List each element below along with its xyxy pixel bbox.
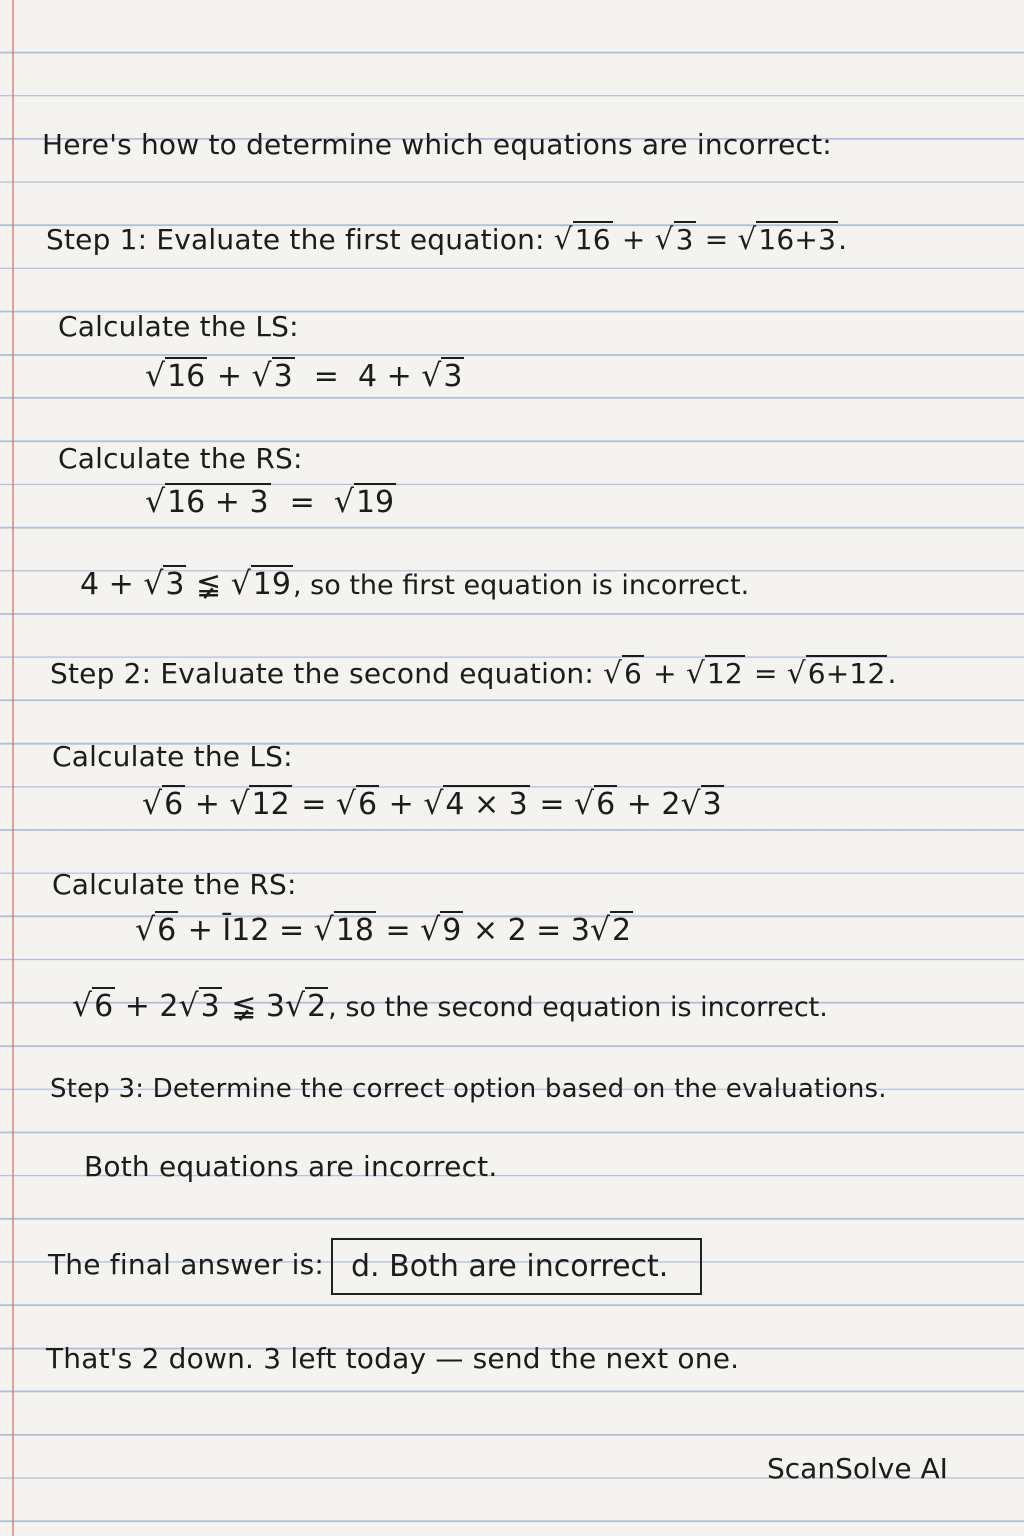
step2-rs-label: Calculate the RS: xyxy=(52,868,297,901)
step1-rs-label: Calculate the RS: xyxy=(58,442,303,475)
step1-rs-math: √16 + 3 = √19 xyxy=(145,484,395,520)
intro-text: Here's how to determine which equations are incorrect: xyxy=(42,128,832,161)
step1-ls-math: √16 + √3 = 4 + √3 xyxy=(145,358,463,394)
step3-statement: Both equations are incorrect. xyxy=(84,1150,498,1183)
final-answer-box xyxy=(331,1238,702,1295)
step2-ls-label: Calculate the LS: xyxy=(52,740,293,773)
step2-heading: Step 2: Evaluate the second equation: √6 + √12 = √6+12. xyxy=(50,656,897,690)
brand-label: ScanSolve AI xyxy=(767,1452,948,1485)
margin-line xyxy=(12,0,14,1536)
step2-conclusion: √6 + 2√3 ≨ 3√2, so the second equation is incorrect. xyxy=(72,988,828,1024)
step2-rs-math: √6 + Ī12 = √18 = √9 × 2 = 3√2 xyxy=(135,912,632,948)
step1-heading: Step 1: Evaluate the first equation: √16 + √3 = √16+3. xyxy=(46,222,848,256)
final-answer-label: The final answer is: xyxy=(48,1248,325,1281)
final-answer-text: d. Both are incorrect. xyxy=(351,1249,669,1284)
step1-conclusion: 4 + √3 ≨ √19, so the first equation is incorrect. xyxy=(80,566,750,602)
step1-ls-label: Calculate the LS: xyxy=(58,310,299,343)
step3-heading: Step 3: Determine the correct option based on the evaluations. xyxy=(50,1074,887,1104)
step1-equation: √16 + √3 = √16+3. xyxy=(553,222,848,256)
step2-equation: √6 + √12 = √6+12. xyxy=(603,656,897,690)
step2-ls-math: √6 + √12 = √6 + √4 × 3 = √6 + 2√3 xyxy=(142,786,722,822)
footer-text: That's 2 down. 3 left today — send the next one. xyxy=(46,1342,740,1375)
